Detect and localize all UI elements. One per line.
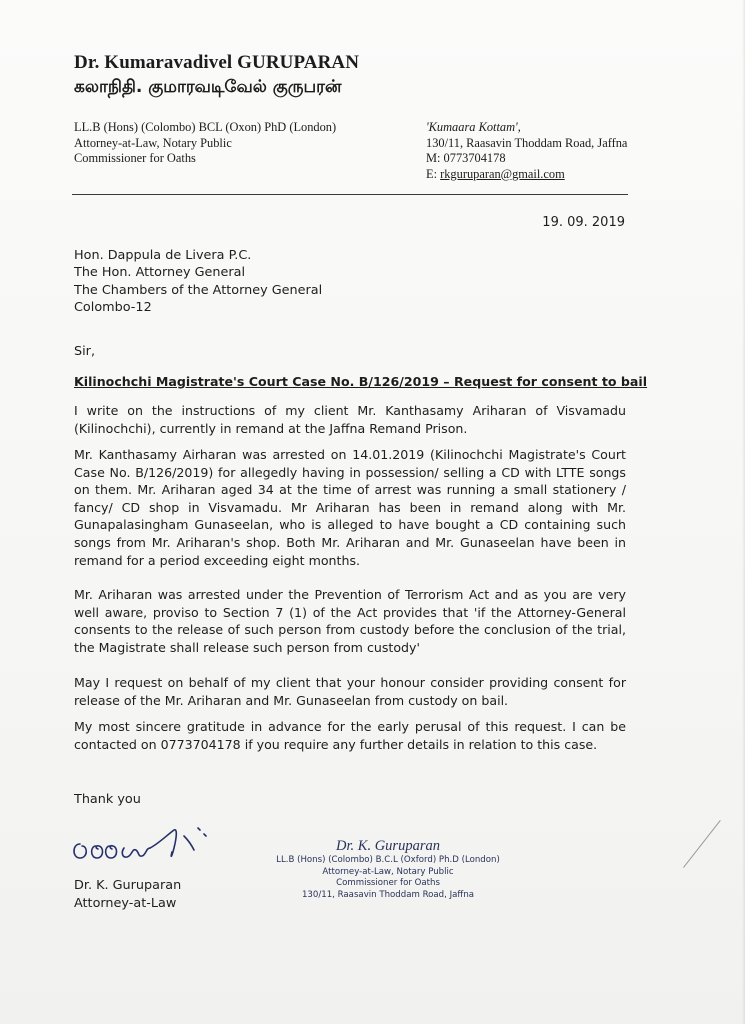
recipient-line: Colombo-12 — [74, 300, 152, 316]
letterhead-credentials — [74, 120, 336, 167]
signer-name: Dr. K. Guruparan — [74, 878, 182, 893]
letterhead-divider — [72, 194, 628, 195]
body-paragraph: May I request on behalf of my client that your honour consider providing consent for release of the Mr. Ariharan and Mr. Gunaseelan from custody on bail. — [74, 675, 626, 708]
credential-line: Attorney-at-Law, Notary Public — [74, 135, 232, 150]
body-paragraph: Mr. Ariharan was arrested under the Prevention of Terrorism Act and as you are very well aware, proviso to Section 7 (1) of the Act provides that 'if the Attorney-General consents to the release of such person from custody before the conclusion of the trial, the Magistrate shall release such person from custody' — [74, 587, 626, 655]
email-line — [426, 167, 627, 183]
letterhead-address — [426, 120, 627, 182]
address-street: 130/11, Raasavin Thoddam Road, Jaffna — [426, 135, 628, 150]
letterhead-name: Dr. Kumaravadivel GURUPARAN — [74, 52, 360, 73]
recipient-line: The Chambers of the Attorney General — [74, 282, 323, 298]
paper-fold-mark — [683, 820, 721, 868]
email-prefix: E: — [426, 166, 441, 181]
body-paragraph: Mr. Kanthasamy Airharan was arrested on 14.01.2019 (Kilinochchi Magistrate's Court Case No. B/126/2019) for allegedly having in possession/ selling a CD with LTTE songs on them. Mr. Ariharan aged 34 at the time of arrest was running a small stationery / fancy/ CD shop in Visvamadu. Mr Ariharan has been in remand along with Mr. Gunapalasingham Gunaseelan, who is alleged to have bought a CD containing such songs from Mr. Ariharan's shop. Both Mr. Ariharan and Mr. Gunaseelan have been in remand for a period exceeding eight months. — [74, 447, 626, 568]
stamp-line: Attorney-at-Law, Notary Public — [322, 866, 454, 877]
recipient-block — [74, 247, 322, 317]
address-house-name: 'Kumaara Kottam', — [426, 120, 521, 134]
recipient-line: The Hon. Attorney General — [74, 265, 246, 281]
closing: Thank you — [74, 792, 141, 807]
official-stamp — [268, 838, 508, 901]
letterhead-tamil-name: கலாநிதி. குமாரவடிவேல் குருபரன் — [74, 77, 342, 97]
signer-block — [74, 877, 181, 912]
signer-title: Attorney-at-Law — [74, 895, 177, 911]
stamp-line: 130/11, Raasavin Thoddam Road, Jaffna — [301, 889, 475, 900]
stamp-name: Dr. K. Guruparan — [336, 838, 440, 854]
salutation: Sir, — [74, 344, 96, 359]
credential-line: LL.B (Hons) (Colombo) BCL (Oxon) PhD (London) — [74, 120, 337, 134]
stamp-line: LL.B (Hons) (Colombo) B.C.L (Oxford) Ph.D (London) — [276, 855, 500, 865]
body-paragraph: I write on the instructions of my client Mr. Kanthasamy Ariharan of Visvamadu (Kilinochchi), currently in remand at the Jaffna Remand Prison. — [74, 403, 626, 436]
handwritten-signature — [66, 806, 246, 876]
email-link[interactable]: rkguruparan@gmail.com — [440, 166, 565, 181]
letter-date: 19. 09. 2019 — [542, 215, 625, 230]
recipient-line: Hon. Dappula de Livera P.C. — [74, 248, 252, 263]
subject-line: Kilinochchi Magistrate's Court Case No. B/126/2019 – Request for consent to bail — [74, 374, 648, 389]
mobile-number: M: 0773704178 — [426, 151, 506, 165]
stamp-line: Commissioner for Oaths — [336, 878, 440, 889]
credential-line: Commissioner for Oaths — [74, 151, 196, 165]
body-paragraph: My most sincere gratitude in advance for the early perusal of this request. I can be contacted on 0773704178 if you require any further details in relation to this case. — [74, 719, 626, 752]
